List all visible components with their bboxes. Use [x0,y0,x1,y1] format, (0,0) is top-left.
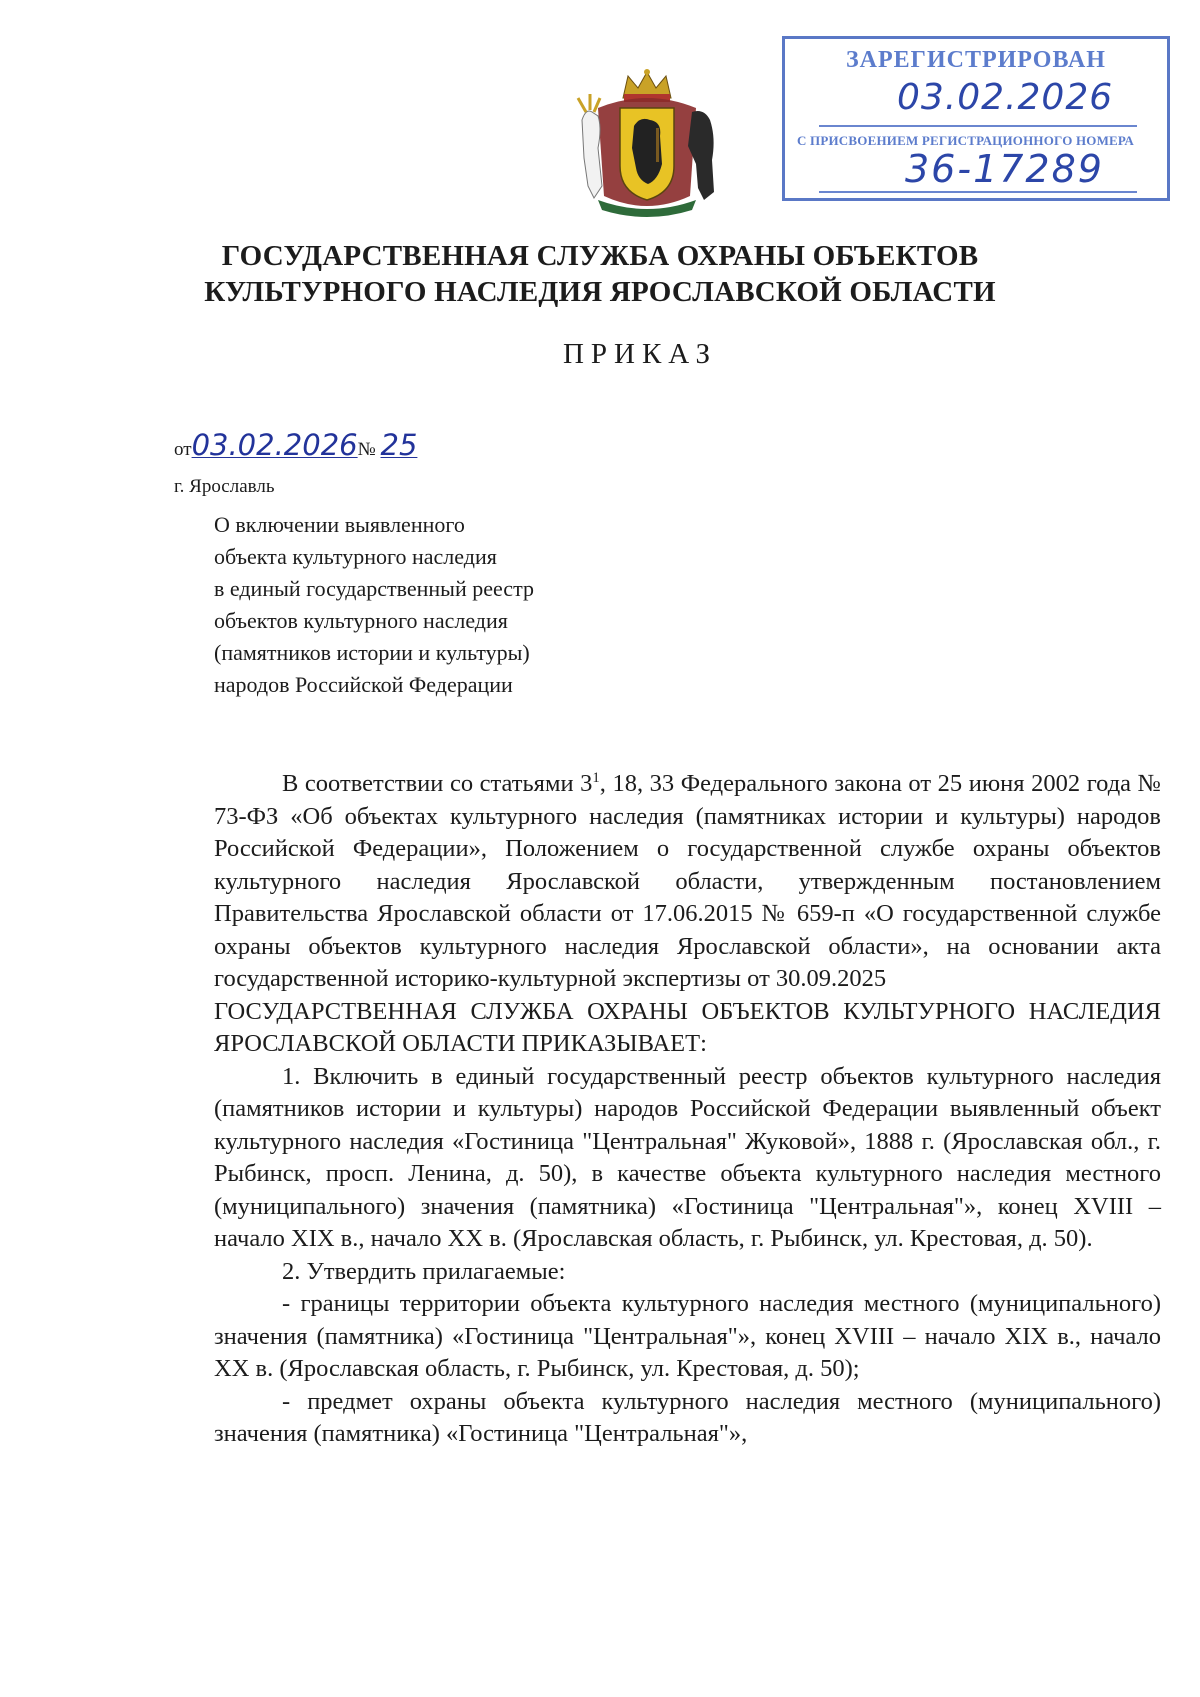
issue-city: г. Ярославль [174,476,275,497]
subject-line: в единый государственный реестр [214,576,534,601]
stamp-date: 03.02.2026 [897,77,1114,118]
clause-1: 1. Включить в единый государственный реестр объектов культурного наследия (памятников истории и культуры) народов Российской Федерации выявленный объект культурного наследия «Гостиница "Центральная" Жуковой», 1888 г. (Ярославская обл., г. Рыбинск, просп. Ленина, д. 50), в качестве объекта культурного наследия местного (муниципального) значения (памятника) «Гостиница "Центральная"», конец XVIII – начало XIX в., начало XX в. (Ярославская область, г. Рыбинск, ул. Крестовая, д. 50). [214,1062,1161,1252]
document-type: ПРИКАЗ [562,338,718,370]
article-superscript: 1 [592,769,600,786]
agency-name-line: КУЛЬТУРНОГО НАСЛЕДИЯ ЯРОСЛАВСКОЙ ОБЛАСТИ [204,276,996,308]
decree-paragraph: ГОСУДАРСТВЕННАЯ СЛУЖБА ОХРАНЫ ОБЪЕКТОВ КУЛЬТУРНОГО НАСЛЕДИЯ ЯРОСЛАВСКОЙ ОБЛАСТИ ПРИКАЗЫВАЕТ: [214,997,1161,1057]
stamp-divider [819,125,1137,127]
subject-line: объекта культурного наследия [214,544,497,569]
stamp-subtitle: С ПРИСВОЕНИЕМ РЕГИСТРАЦИОННОГО НОМЕРА [797,133,1134,148]
from-label: от [174,439,192,460]
order-subject [214,509,734,701]
number-label: № [357,439,376,460]
coat-of-arms-icon [568,68,726,218]
agency-name [0,238,1200,310]
order-date-number [174,428,417,462]
subject-line: (памятников истории и культуры) [214,640,530,665]
order-body [214,768,1161,1451]
preamble-text: В соответствии со статьями 3 [282,770,593,797]
subject-line: О включении выявленного [214,512,465,537]
stamp-registration-number: 36-17289 [905,147,1104,191]
preamble-paragraph [214,768,1161,996]
subject-line: народов Российской Федерации [214,672,513,697]
registration-stamp [782,36,1170,201]
order-number: 25 [380,428,418,462]
stamp-title: ЗАРЕГИСТРИРОВАН [846,47,1106,73]
clause-2-item: - предмет охраны объекта культурного наследия местного (муниципального) значения (памятника) «Гостиница "Центральная"», [214,1387,1161,1447]
order-date: 03.02.2026 [191,428,358,462]
agency-name-line: ГОСУДАРСТВЕННАЯ СЛУЖБА ОХРАНЫ ОБЪЕКТОВ [221,240,979,272]
clause-2: 2. Утвердить прилагаемые: [282,1257,566,1285]
clause-2-item: - границы территории объекта культурного наследия местного (муниципального) значения (памятника) «Гостиница "Центральная"», конец XVIII – начало XIX в., начало XX в. (Ярославская область, г. Рыбинск, ул. Крестовая, д. 50); [214,1290,1161,1382]
preamble-text: , 18, 33 Федерального закона от 25 июня 2002 года № 73-ФЗ «Об объектах культурного наследия (памятниках истории и культуры) народов Российской Федерации», Положением о государственной службе охраны объектов культурного наследия Ярославской области, утвержденным постановлением Правительства Ярославской области от 17.06.2015 № 659-п «О государственной службе охраны объектов культурного наследия Ярославской области», на основании акта государственной историко-культурной экспертизы от 30.09.2025 [214,770,1162,992]
stamp-divider [819,191,1137,193]
subject-line: объектов культурного наследия [214,608,508,633]
